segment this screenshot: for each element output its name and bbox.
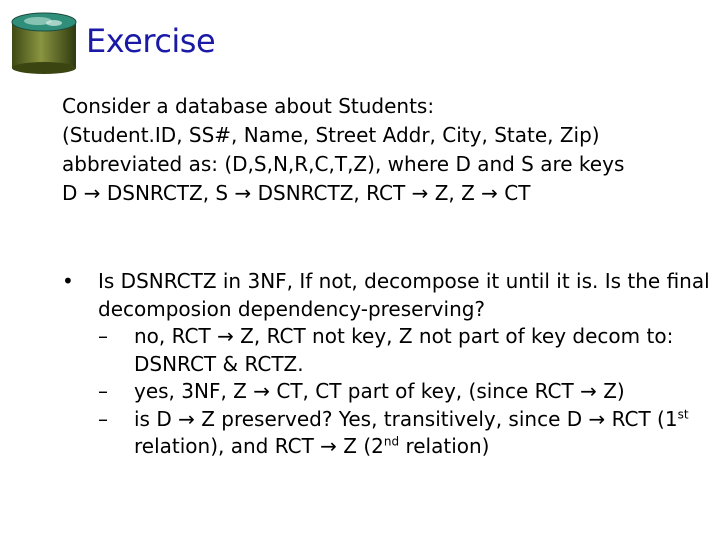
dash-marker: –: [98, 379, 108, 403]
dash-marker: –: [98, 406, 108, 431]
bullet-marker: •: [62, 269, 74, 293]
intro-line: abbreviated as: (D,S,N,R,C,T,Z), where D and S are keys: [62, 152, 625, 176]
answer-part: is D → Z preserved? Yes, transitively, since D → RCT (1: [134, 406, 678, 431]
sub-list-item: [98, 323, 712, 378]
answer-text: [134, 407, 689, 459]
ordinal-suffix: nd: [383, 434, 400, 449]
database-cylinder-icon: [8, 8, 82, 76]
answer-text: no, RCT → Z, RCT not key, Z not part of key decom to: DSNRCT & RCTZ.: [134, 324, 674, 376]
intro-line: (Student.ID, SS#, Name, Street Addr, City, State, Zip): [62, 123, 600, 147]
intro-line: Consider a database about Students:: [62, 94, 435, 118]
slide-title: Exercise: [86, 22, 216, 60]
bullet-list: [62, 268, 712, 461]
answer-text: yes, 3NF, Z → CT, CT part of key, (since RCT → Z): [134, 379, 625, 403]
intro-line: D → DSNRCTZ, S → DSNRCTZ, RCT → Z, Z → CT: [62, 181, 531, 205]
sub-list-item: [98, 406, 712, 461]
sub-list: [98, 323, 712, 461]
ordinal-suffix: st: [677, 406, 689, 421]
dash-marker: –: [98, 324, 108, 348]
intro-text: [62, 92, 712, 208]
answer-part: relation): [399, 434, 490, 458]
sub-list-item: [98, 378, 712, 406]
list-item: [62, 268, 712, 461]
question-text: Is DSNRCTZ in 3NF, If not, decompose it until it is. Is the final decomposion dependency-preserving?: [98, 269, 710, 321]
answer-part: relation), and RCT → Z (2: [134, 434, 384, 458]
